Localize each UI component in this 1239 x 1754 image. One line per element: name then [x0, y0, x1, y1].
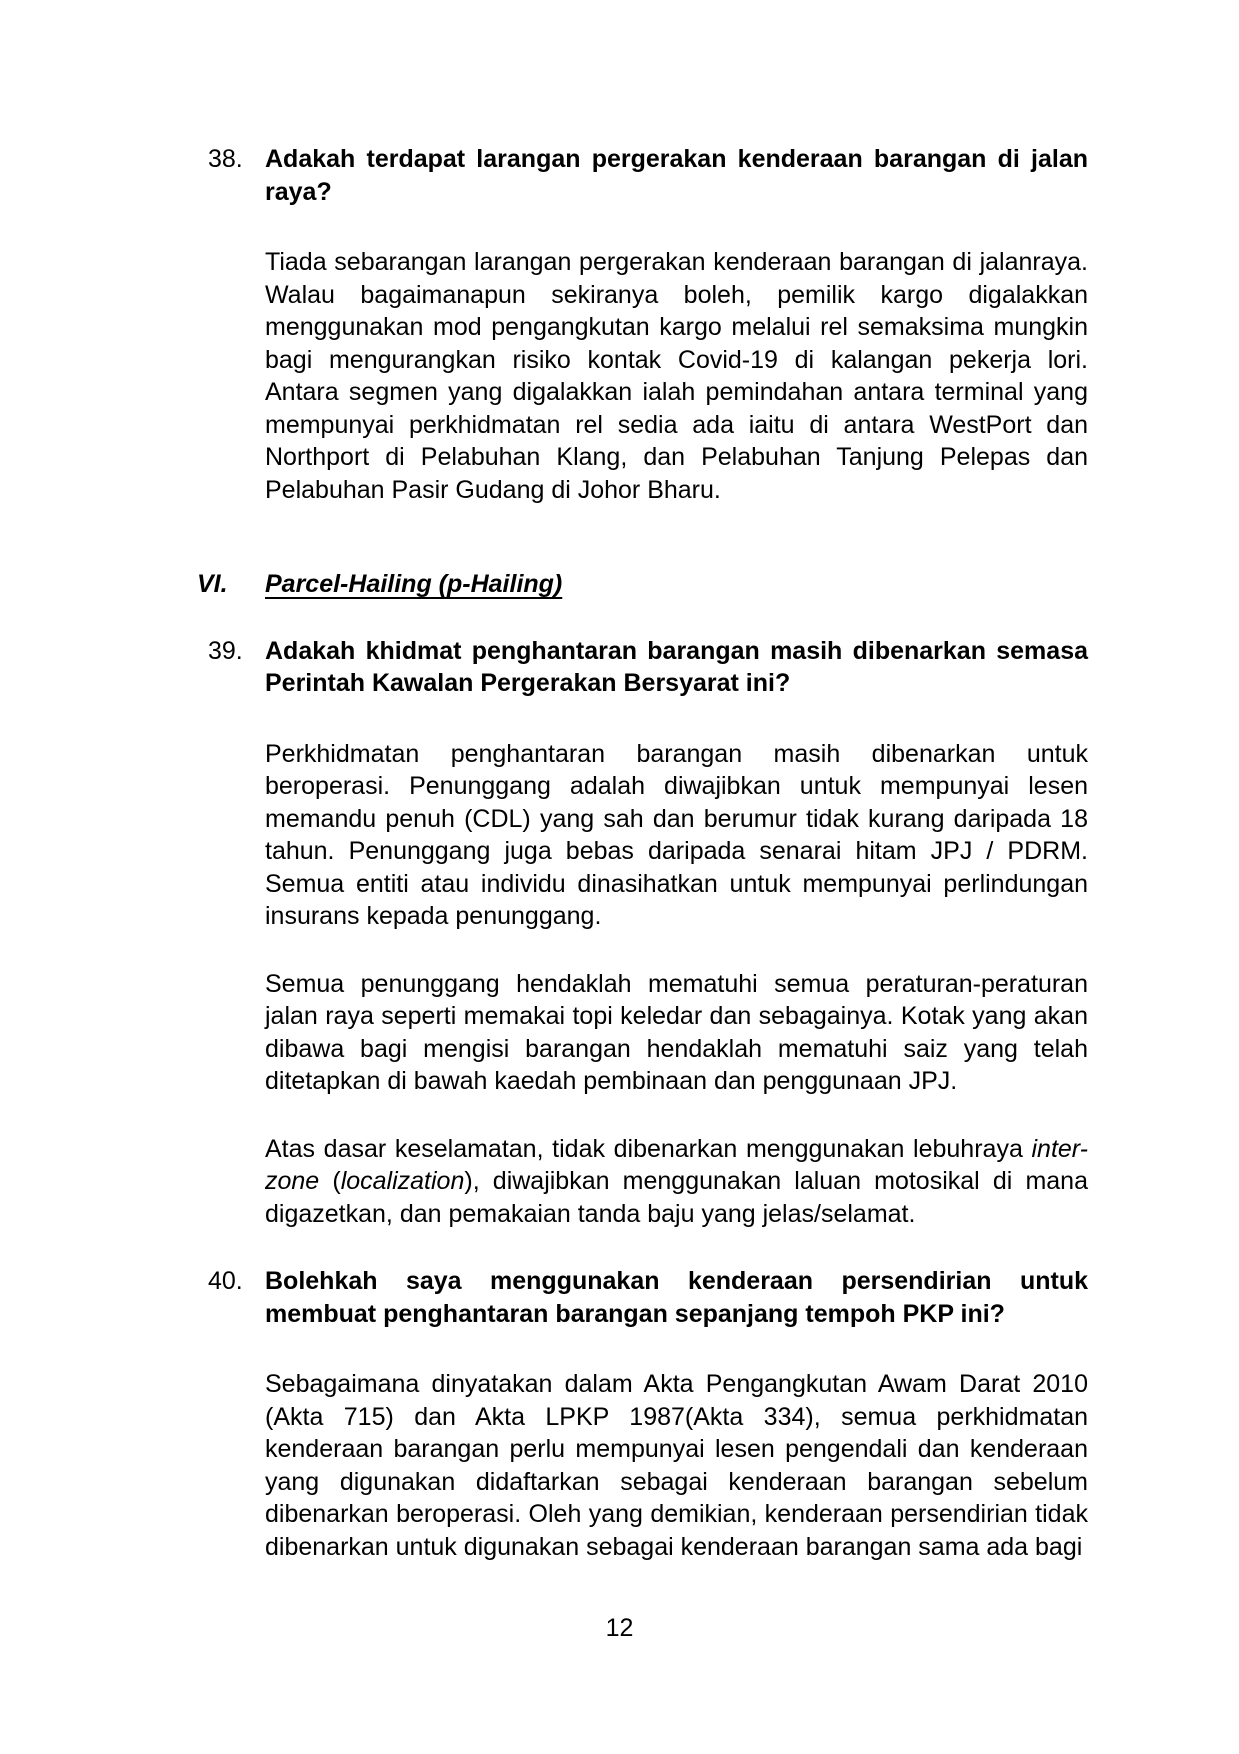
- section-title: Parcel-Hailing (p-Hailing): [265, 570, 563, 598]
- question-39-answer-paragraph-1: Perkhidmatan penghantaran barangan masih dibenarkan untuk beroperasi. Penunggang adalah diwajibkan untuk mempunyai lesen memandu penuh (CDL) yang sah dan berumur tidak kurang daripada 18 tahun. Penunggang juga bebas daripada senarai hitam JPJ / PDRM. Semua entiti atau individu dinasihatkan untuk mempunyai perlindungan insurans kepada penunggang.: [265, 739, 1088, 930]
- question-39-answer-paragraph-2: Semua penunggang hendaklah mematuhi semua peraturan-peraturan jalan raya seperti memakai topi keledar dan sebagainya. Kotak yang akan dibawa bagi mengisi barangan hendaklah mematuhi saiz yang telah ditetapkan di bawah kaedah pembinaan dan penggunaan JPJ.: [265, 969, 1088, 1095]
- question-40-answer-paragraph: Sebagaimana dinyatakan dalam Akta Pengangkutan Awam Darat 2010 (Akta 715) dan Akta LPKP 1987(Akta 334), semua perkhidmatan kenderaan barangan perlu mempunyai lesen pengendali dan kenderaan yang digunakan didaftarkan sebagai kenderaan barangan sebelum dibenarkan beroperasi. Oleh yang demikian, kenderaan persendirian tidak dibenarkan untuk digunakan sebagai kenderaan barangan sama ada bagi: [265, 1370, 1088, 1561]
- question-38-heading: Adakah terdapat larangan pergerakan kenderaan barangan di jalan raya?: [265, 145, 1088, 206]
- question-39-number: 39.: [208, 636, 243, 665]
- page-content: [197, 143, 1088, 1598]
- faq-item-39: [208, 635, 1088, 1231]
- page-number: 12: [605, 1614, 634, 1642]
- question-38-number: 38.: [208, 145, 243, 173]
- section-number: VI.: [197, 570, 228, 598]
- section-heading-parcel-hailing: [197, 568, 1088, 601]
- question-39-heading: Adakah khidmat penghantaran barangan masih dibenarkan semasa Perintah Kawalan Pergerakan Bersyarat ini?: [265, 636, 1088, 697]
- question-40-number: 40.: [208, 1267, 243, 1295]
- faq-item-40: [208, 1265, 1088, 1563]
- question-40-heading: Bolehkah saya menggunakan kenderaan persendirian untuk membuat penghantaran barangan sepanjang tempoh PKP ini?: [265, 1267, 1088, 1328]
- faq-item-38: [208, 143, 1088, 506]
- page-footer: [0, 1612, 1239, 1645]
- question-39-answer-paragraph-3: Atas dasar keselamatan, tidak dibenarkan menggunakan lebuhraya inter-zone (localization), diwajibkan menggunakan laluan motosikal di mana digazetkan, dan pemakaian tanda baju yang jelas/selamat.: [265, 1134, 1088, 1228]
- question-38-answer-paragraph: Tiada sebarangan larangan pergerakan kenderaan barangan di jalanraya. Walau bagaimanapun sekiranya boleh, pemilik kargo digalakkan menggunakan mod pengangkutan kargo melalui rel semaksima mungkin bagi mengurangkan risiko kontak Covid-19 di kalangan pekerja lori. Antara segmen yang digalakkan ialah pemindahan antara terminal yang mempunyai perkhidmatan rel sedia ada iaitu di antara WestPort dan Northport di Pelabuhan Klang, dan Pelabuhan Tanjung Pelepas dan Pelabuhan Pasir Gudang di Johor Bharu.: [265, 248, 1088, 504]
